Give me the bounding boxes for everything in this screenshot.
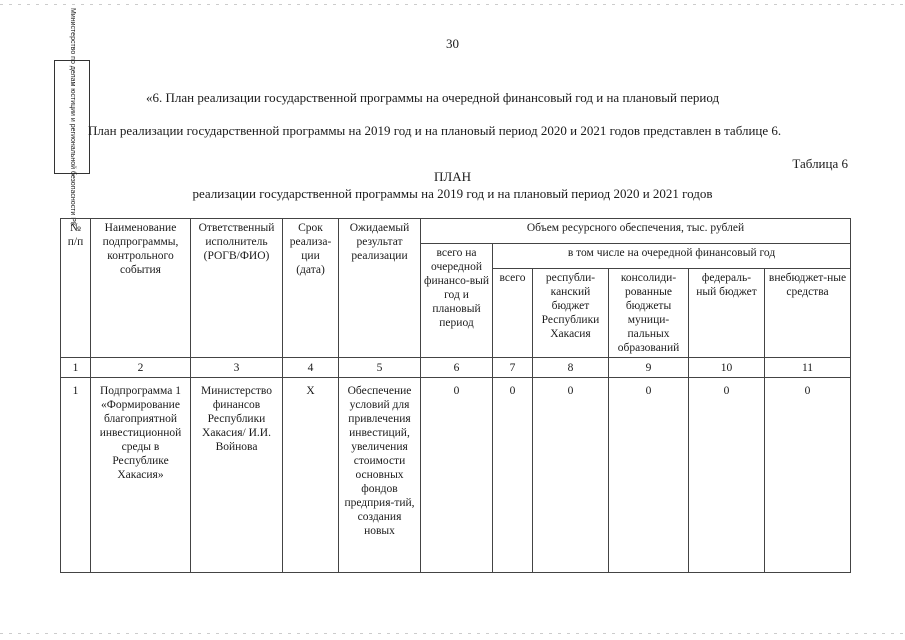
registration-stamp — [54, 8, 90, 226]
page-number: 30 — [446, 36, 459, 51]
scan-artifact-top — [0, 4, 905, 5]
row-consolidated: 0 — [609, 378, 689, 573]
row-no: 1 — [61, 378, 91, 573]
column-number: 2 — [91, 358, 191, 378]
row-extrabudget: 0 — [765, 378, 851, 573]
row-result: Обеспечение условий для привлечения инвестиций, увеличения стоимости основных фондов предприя-тий, создания новых — [339, 378, 421, 573]
column-number-row — [61, 358, 851, 378]
header-no: № п/п — [61, 219, 91, 358]
column-number: 9 — [609, 358, 689, 378]
row-term: Х — [283, 378, 339, 573]
header-federal: федераль-ный бюджет — [689, 269, 765, 358]
plan-title-line1: ПЛАН — [434, 169, 471, 184]
column-number: 11 — [765, 358, 851, 378]
plan-table — [60, 218, 851, 573]
column-number: 3 — [191, 358, 283, 378]
row-name: Подпрограмма 1 «Формирование благоприятной инвестиционной среды в Республике Хакасия» — [91, 378, 191, 573]
row-responsible: Министерство финансов Республики Хакасия/ И.И. Войнова — [191, 378, 283, 573]
header-result: Ожидаемый результат реализации — [339, 219, 421, 358]
header-total: всего — [493, 269, 533, 358]
header-including: в том числе на очередной финансовый год — [493, 244, 851, 269]
header-term: Срок реализа-ции (дата) — [283, 219, 339, 358]
header-extrabudget: внебюджет-ные средства — [765, 269, 851, 358]
header-resources: Объем ресурсного обеспечения, тыс. рублей — [421, 219, 851, 244]
column-number: 6 — [421, 358, 493, 378]
header-responsible: Ответственный исполнитель (РОГВ/ФИО) — [191, 219, 283, 358]
column-number: 10 — [689, 358, 765, 378]
row-total-period: 0 — [421, 378, 493, 573]
table-row — [61, 378, 851, 573]
section-heading: «6. План реализации государственной программы на очередной финансовый год и на плановый период — [146, 90, 720, 105]
header-consolidated: консолиди-рованные бюджеты муници-пальных образований — [609, 269, 689, 358]
header-total-period: всего на очередной финансо-вый год и плановый период — [421, 244, 493, 358]
plan-title-line2: реализации государственной программы на 2019 год и на плановый период 2020 и 2021 годов — [192, 186, 713, 201]
header-republic: республи-канский бюджет Республики Хакасия — [533, 269, 609, 358]
column-number: 1 — [61, 358, 91, 378]
row-republic: 0 — [533, 378, 609, 573]
stamp-text: Министерство по делам юстиции и региональной безопасности РК — [69, 8, 77, 226]
column-number: 4 — [283, 358, 339, 378]
row-total: 0 — [493, 378, 533, 573]
row-federal: 0 — [689, 378, 765, 573]
scan-artifact-bottom — [0, 633, 905, 634]
column-number: 5 — [339, 358, 421, 378]
column-number: 7 — [493, 358, 533, 378]
column-number: 8 — [533, 358, 609, 378]
header-name: Наименование подпрограммы, контрольного события — [91, 219, 191, 358]
table-label: Таблица 6 — [792, 156, 848, 171]
plan-title — [0, 168, 905, 202]
intro-paragraph: План реализации государственной программы на 2019 год и на плановый период 2020 и 2021 годов представлен в таблице 6. — [88, 123, 782, 138]
